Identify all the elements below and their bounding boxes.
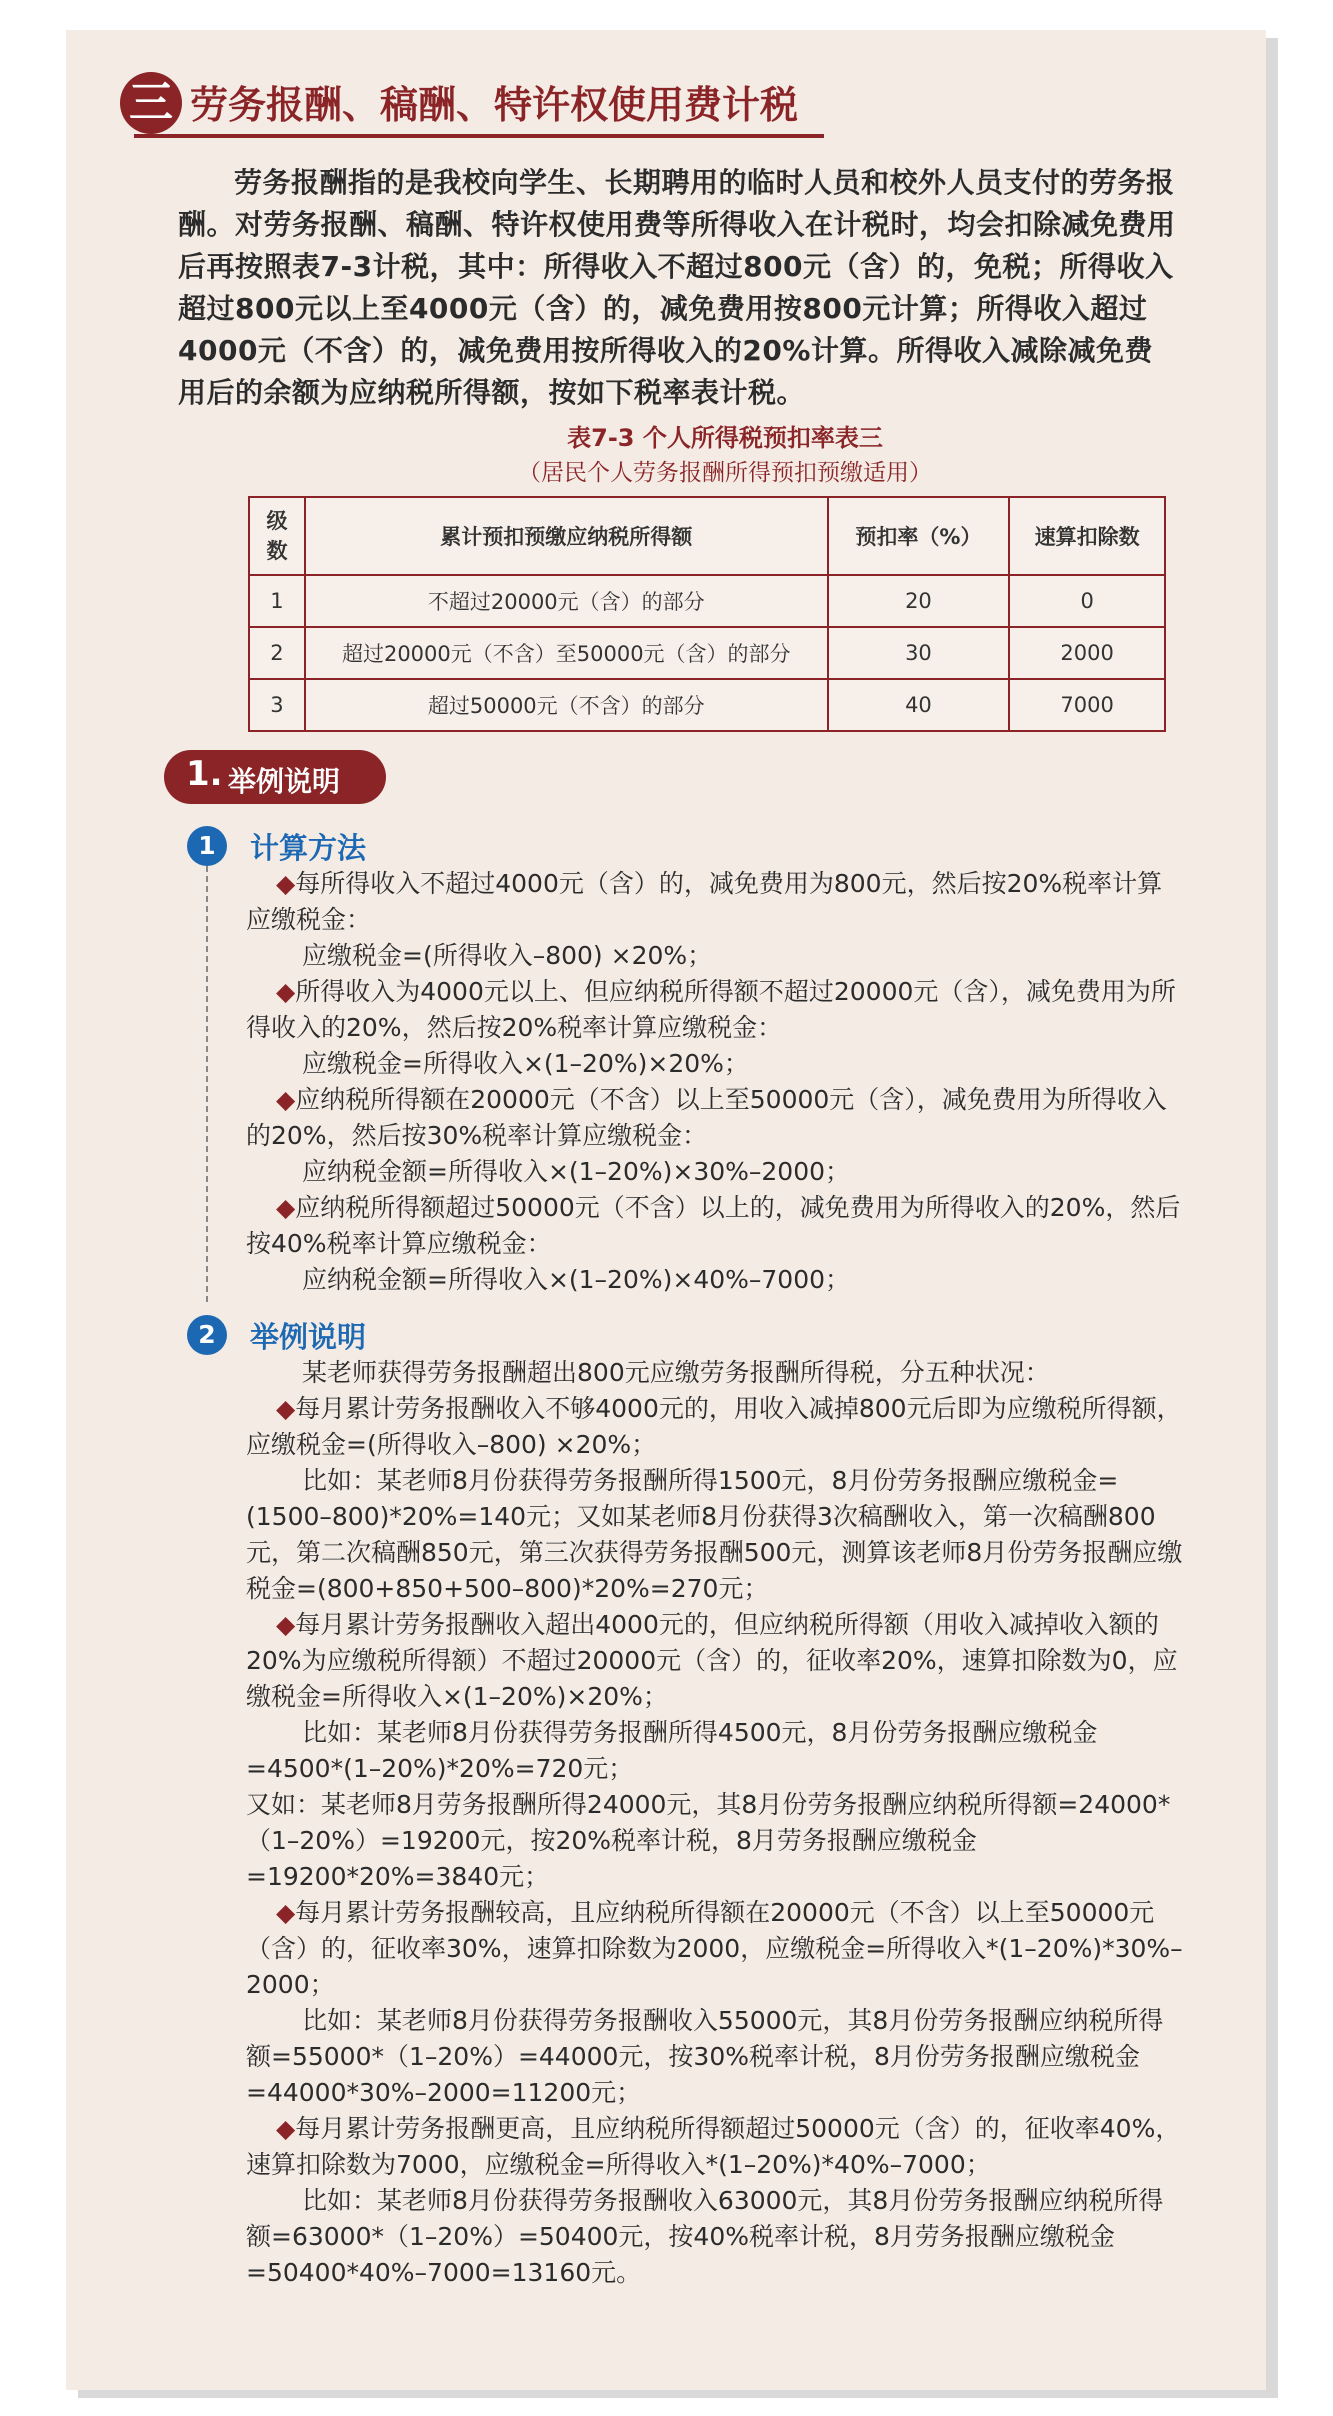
table-cell: 0: [1009, 575, 1165, 627]
calc-title: 计算方法: [250, 831, 367, 865]
table-row: [249, 575, 1165, 627]
example-label-pill: [164, 750, 386, 804]
section-title: 劳务报酬、稿酬、特许权使用费计税: [190, 83, 799, 127]
diamond-bullet-icon: ◆: [276, 869, 296, 898]
tax-rate-table: [248, 496, 1166, 732]
examples-section-body: [246, 1355, 1186, 2291]
section-underline: [134, 134, 824, 138]
example-item: ◆每月累计劳务报酬更高，且应纳税所得额超过50000元（含）的，征收率40%，速算扣除数为7000，应缴税金=所得收入*(1–20%)*40%–7000；: [246, 2114, 1181, 2179]
table-cell: 40: [828, 679, 1010, 731]
calc-section-body: [246, 866, 1186, 1298]
examples-title: 举例说明: [250, 1320, 367, 1354]
example-case: 比如：某老师8月份获得劳务报酬收入63000元，其8月份劳务报酬应纳税所得额=63000*（1–20%）=50400元，按40%税率计税，8月劳务报酬应缴税金=50400*40%–7000=13160元。: [246, 2186, 1164, 2287]
diamond-bullet-icon: ◆: [276, 1898, 296, 1927]
calc-item: ◆每所得收入不超过4000元（含）的，减免费用为800元，然后按20%税率计算应缴税金：: [246, 869, 1163, 934]
table-row: [249, 627, 1165, 679]
example-case: 又如：某老师8月劳务报酬所得24000元，其8月份劳务报酬应纳税所得额=24000*（1–20%）=19200元，按20%税率计税，8月劳务报酬应缴税金=19200*20%=3840元；: [246, 1790, 1171, 1891]
calc-formula: 应缴税金=所得收入×(1–20%)×20%；: [302, 1049, 749, 1078]
table-cell: 3: [249, 679, 305, 731]
table-cell: 30: [828, 627, 1010, 679]
table-cell: 超过20000元（不含）至50000元（含）的部分: [305, 627, 828, 679]
diamond-bullet-icon: ◆: [276, 2114, 296, 2143]
table-cell: 2: [249, 627, 305, 679]
table-header-cell: 累计预扣预缴应纳税所得额: [305, 497, 828, 575]
diamond-bullet-icon: ◆: [276, 1610, 296, 1639]
diamond-bullet-icon: ◆: [276, 977, 296, 1006]
table-row: [249, 679, 1165, 731]
example-case: 比如：某老师8月份获得劳务报酬所得4500元，8月份劳务报酬应缴税金=4500*(1–20%)*20%=720元；: [246, 1718, 1098, 1783]
intro-text: 劳务报酬指的是我校向学生、长期聘用的临时人员和校外人员支付的劳务报酬。对劳务报酬、稿酬、特许权使用费等所得收入在计税时，均会扣除减免费用后再按照表7-3计税，其中：所得收入不超过800元（含）的，免税；所得收入超过800元以上至4000元（含）的，减免费用按800元计算；所得收入超过4000元（不含）的，减免费用按所得收入的20%计算。所得收入减除减免费用后的余额为应纳税所得额，按如下税率表计税。: [178, 166, 1176, 409]
calc-formula: 应缴税金=(所得收入–800) ×20%；: [302, 941, 713, 970]
example-case: 比如：某老师8月份获得劳务报酬所得1500元，8月份劳务报酬应缴税金=(1500–800)*20%=140元；又如某老师8月份获得3次稿酬收入，第一次稿酬800元，第二次稿酬850元，第三次获得劳务报酬500元，测算该老师8月份劳务报酬应缴税金=(800+850+500–800)*20%=270元；: [246, 1466, 1183, 1603]
table-header-cell: 速算扣除数: [1009, 497, 1165, 575]
calc-formula: 应纳税金额=所得收入×(1–20%)×40%–7000；: [302, 1265, 851, 1294]
diamond-bullet-icon: ◆: [276, 1085, 296, 1114]
intro-paragraph: [178, 162, 1178, 414]
table-header-cell: 级数: [249, 497, 305, 575]
example-item: ◆每月累计劳务报酬较高，且应纳税所得额在20000元（不含）以上至50000元（含）的，征收率30%，速算扣除数为2000，应缴税金=所得收入*(1–20%)*30%–2000；: [246, 1898, 1183, 1999]
table-cell: 7000: [1009, 679, 1165, 731]
example-label-text: 举例说明: [228, 765, 341, 798]
example-item: ◆每月累计劳务报酬收入不够4000元的，用收入减掉800元后即为应缴税所得额，应缴税金=(所得收入–800) ×20%；: [246, 1394, 1182, 1459]
dashed-connector-line: [206, 846, 208, 1302]
examples-number-badge: 2: [187, 1315, 227, 1355]
calc-number-badge: 1: [187, 826, 227, 866]
calc-item: ◆应纳税所得额超过50000元（不含）以上的，减免费用为所得收入的20%，然后按40%税率计算应缴税金：: [246, 1193, 1181, 1258]
table-subtitle: （居民个人劳务报酬所得预扣预缴适用）: [518, 460, 932, 486]
table-header-cell: 预扣率（%）: [828, 497, 1010, 575]
table-cell: 1: [249, 575, 305, 627]
table-cell: 20: [828, 575, 1010, 627]
table-cell: 超过50000元（不含）的部分: [305, 679, 828, 731]
table-header-row: [249, 497, 1165, 575]
calc-formula: 应纳税金额=所得收入×(1–20%)×30%–2000；: [302, 1157, 851, 1186]
calc-item: ◆应纳税所得额在20000元（不含）以上至50000元（含），减免费用为所得收入的20%，然后按30%税率计算应缴税金：: [246, 1085, 1167, 1150]
table-cell: 不超过20000元（含）的部分: [305, 575, 828, 627]
section-header: [120, 60, 840, 146]
example-item: ◆每月累计劳务报酬收入超出4000元的，但应纳税所得额（用收入减掉收入额的20%为应缴税所得额）不超过20000元（含）的，征收率20%，速算扣除数为0，应缴税金=所得收入×(1–20%)×20%；: [246, 1610, 1178, 1711]
section-number-badge: 三: [120, 72, 182, 134]
diamond-bullet-icon: ◆: [276, 1394, 296, 1423]
examples-intro: 某老师获得劳务报酬超出800元应缴劳务报酬所得税，分五种状况：: [302, 1358, 1050, 1387]
calc-item: ◆所得收入为4000元以上、但应纳税所得额不超过20000元（含），减免费用为所得收入的20%，然后按20%税率计算应缴税金：: [246, 977, 1176, 1042]
example-case: 比如：某老师8月份获得劳务报酬收入55000元，其8月份劳务报酬应纳税所得额=55000*（1–20%）=44000元，按30%税率计税，8月份劳务报酬应缴税金=44000*30%–2000=11200元；: [246, 2006, 1164, 2107]
table-cell: 2000: [1009, 627, 1165, 679]
example-label-number: 1.: [186, 754, 223, 794]
table-title: 表7-3 个人所得税预扣率表三: [567, 424, 883, 452]
diamond-bullet-icon: ◆: [276, 1193, 296, 1222]
